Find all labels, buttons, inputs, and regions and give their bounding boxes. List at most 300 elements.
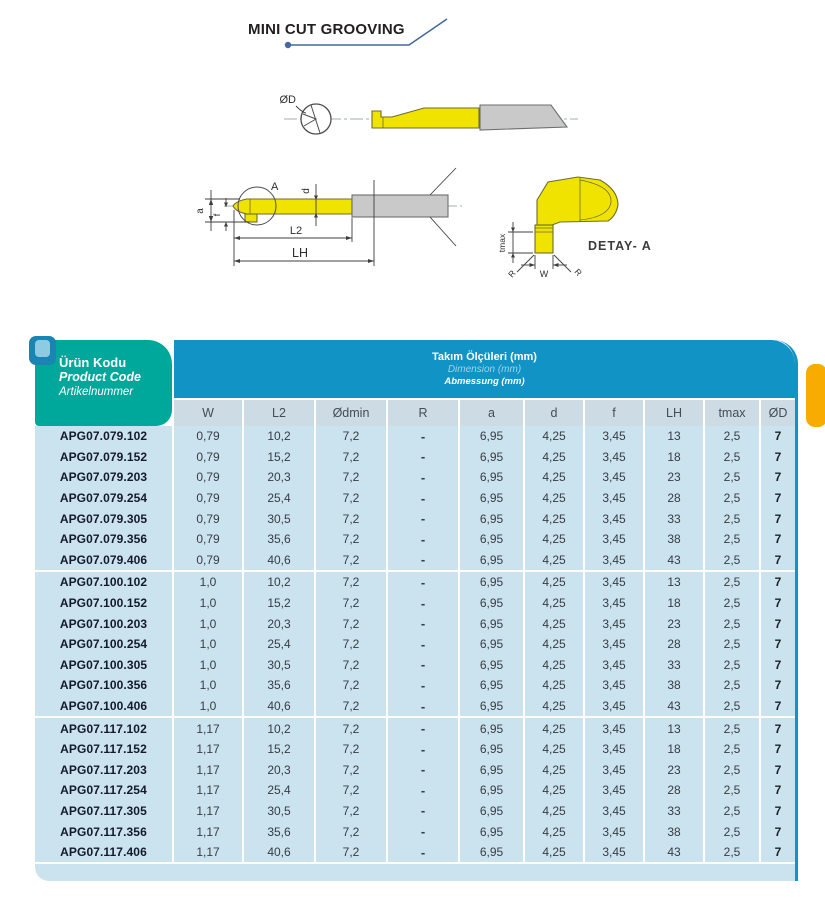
value-cell: 4,25: [525, 718, 583, 739]
value-cell: -: [388, 780, 458, 801]
value-cell: 7: [761, 593, 795, 614]
value-cell: 3,45: [585, 801, 643, 822]
value-cell: 3,45: [585, 739, 643, 760]
value-cell: 7: [761, 447, 795, 468]
table-row: [35, 780, 795, 801]
value-cell: 38: [645, 821, 703, 842]
product-code-cell: APG07.117.305: [35, 801, 172, 822]
table-row: [35, 696, 795, 717]
table-row: [35, 593, 795, 614]
table-row: [35, 488, 795, 509]
value-cell: 1,0: [174, 696, 242, 717]
value-cell: 6,95: [460, 529, 523, 550]
value-cell: 6,95: [460, 634, 523, 655]
value-cell: 1,17: [174, 739, 242, 760]
column-header-w: W: [174, 400, 242, 426]
value-cell: 2,5: [705, 801, 759, 822]
value-cell: 6,95: [460, 780, 523, 801]
value-cell: 3,45: [585, 718, 643, 739]
detail-view-drawing: [497, 177, 652, 279]
value-cell: 6,95: [460, 613, 523, 634]
value-cell: 2,5: [705, 696, 759, 717]
value-cell: -: [388, 634, 458, 655]
value-cell: 35,6: [244, 529, 314, 550]
value-cell: 4,25: [525, 426, 583, 447]
value-cell: 2,5: [705, 675, 759, 696]
tmax-dim-label: tmax: [497, 233, 507, 253]
value-cell: 18: [645, 447, 703, 468]
od-dim-label: ØD: [279, 94, 296, 106]
value-cell: 2,5: [705, 821, 759, 842]
value-cell: 6,95: [460, 739, 523, 760]
tool-body-yellow: [372, 108, 479, 128]
value-cell: 1,17: [174, 801, 242, 822]
product-code-header-en: Product Code: [59, 370, 141, 384]
value-cell: 2,5: [705, 467, 759, 488]
value-cell: 33: [645, 655, 703, 676]
w-dim-label: W: [539, 269, 549, 279]
value-cell: 6,95: [460, 821, 523, 842]
value-cell: 25,4: [244, 634, 314, 655]
value-cell: 3,45: [585, 842, 643, 863]
value-cell: 23: [645, 760, 703, 781]
value-cell: 7,2: [316, 467, 386, 488]
product-code-cell: APG07.117.254: [35, 780, 172, 801]
value-cell: 0,79: [174, 426, 242, 447]
column-header-r: R: [388, 400, 458, 426]
a-dim-label: a: [195, 208, 206, 214]
product-code-cell: APG07.100.203: [35, 613, 172, 634]
value-cell: 1,0: [174, 634, 242, 655]
value-cell: 43: [645, 696, 703, 717]
product-code-header-tr: Ürün Kodu: [59, 355, 127, 370]
value-cell: 2,5: [705, 488, 759, 509]
value-cell: 7,2: [316, 718, 386, 739]
dimensioned-view-drawing: [195, 168, 462, 266]
value-cell: 25,4: [244, 780, 314, 801]
table-group-3: [35, 718, 795, 862]
value-cell: 2,5: [705, 550, 759, 571]
value-cell: -: [388, 613, 458, 634]
value-cell: 4,25: [525, 488, 583, 509]
value-cell: 7,2: [316, 842, 386, 863]
product-code-cell: APG07.079.356: [35, 529, 172, 550]
table-row: [35, 467, 795, 488]
value-cell: -: [388, 593, 458, 614]
technical-drawing: [0, 0, 825, 330]
value-cell: 2,5: [705, 426, 759, 447]
tool-shank-gray: [480, 105, 567, 130]
value-cell: 1,0: [174, 655, 242, 676]
value-cell: 35,6: [244, 821, 314, 842]
value-cell: 1,17: [174, 842, 242, 863]
product-code-cell: APG07.079.254: [35, 488, 172, 509]
value-cell: 2,5: [705, 447, 759, 468]
value-cell: 13: [645, 718, 703, 739]
r-left-dim-label: R: [506, 268, 518, 280]
value-cell: 2,5: [705, 593, 759, 614]
table-body: [35, 426, 795, 862]
value-cell: 6,95: [460, 488, 523, 509]
value-cell: 7,2: [316, 634, 386, 655]
value-cell: 35,6: [244, 675, 314, 696]
value-cell: 2,5: [705, 718, 759, 739]
product-table: [35, 340, 798, 881]
value-cell: 1,0: [174, 593, 242, 614]
table-row: [35, 842, 795, 863]
value-cell: 7: [761, 426, 795, 447]
value-cell: 4,25: [525, 821, 583, 842]
value-cell: 28: [645, 634, 703, 655]
table-row: [35, 529, 795, 550]
value-cell: 7: [761, 696, 795, 717]
value-cell: 3,45: [585, 593, 643, 614]
column-header-ødmin: Ødmin: [316, 400, 386, 426]
value-cell: 7,2: [316, 821, 386, 842]
value-cell: 7,2: [316, 801, 386, 822]
value-cell: 20,3: [244, 467, 314, 488]
value-cell: 20,3: [244, 760, 314, 781]
value-cell: -: [388, 467, 458, 488]
value-cell: 1,0: [174, 572, 242, 593]
product-code-cell: APG07.117.406: [35, 842, 172, 863]
value-cell: 7: [761, 801, 795, 822]
value-cell: 7,2: [316, 529, 386, 550]
value-cell: 18: [645, 739, 703, 760]
value-cell: 15,2: [244, 447, 314, 468]
value-cell: 23: [645, 613, 703, 634]
value-cell: 25,4: [244, 488, 314, 509]
product-code-header-de: Artikelnummer: [59, 386, 134, 398]
value-cell: 4,25: [525, 447, 583, 468]
value-cell: 15,2: [244, 593, 314, 614]
value-cell: 6,95: [460, 467, 523, 488]
value-cell: -: [388, 821, 458, 842]
value-cell: -: [388, 655, 458, 676]
value-cell: 33: [645, 801, 703, 822]
table-row: [35, 821, 795, 842]
value-cell: 10,2: [244, 426, 314, 447]
value-cell: 3,45: [585, 572, 643, 593]
product-code-cell: APG07.117.152: [35, 739, 172, 760]
value-cell: 7: [761, 718, 795, 739]
value-cell: -: [388, 447, 458, 468]
value-cell: 4,25: [525, 572, 583, 593]
value-cell: 0,79: [174, 508, 242, 529]
column-header-f: f: [585, 400, 643, 426]
value-cell: 30,5: [244, 801, 314, 822]
value-cell: 4,25: [525, 696, 583, 717]
value-cell: 7: [761, 842, 795, 863]
value-cell: 2,5: [705, 508, 759, 529]
value-cell: 4,25: [525, 801, 583, 822]
value-cell: 15,2: [244, 739, 314, 760]
value-cell: -: [388, 760, 458, 781]
value-cell: 33: [645, 508, 703, 529]
value-cell: -: [388, 572, 458, 593]
value-cell: 3,45: [585, 508, 643, 529]
value-cell: 7: [761, 634, 795, 655]
table-row: [35, 447, 795, 468]
value-cell: 7: [761, 613, 795, 634]
product-code-cell: APG07.117.203: [35, 760, 172, 781]
product-code-cell: APG07.079.305: [35, 508, 172, 529]
value-cell: 6,95: [460, 801, 523, 822]
value-cell: 3,45: [585, 696, 643, 717]
value-cell: -: [388, 508, 458, 529]
detail-title: DETAY- A: [588, 239, 652, 253]
product-code-cell: APG07.100.406: [35, 696, 172, 717]
value-cell: 7,2: [316, 613, 386, 634]
table-row: [35, 572, 795, 593]
value-cell: -: [388, 842, 458, 863]
table-row: [35, 760, 795, 781]
value-cell: 3,45: [585, 760, 643, 781]
value-cell: -: [388, 696, 458, 717]
table-footer-band: [35, 864, 795, 881]
table-row: [35, 675, 795, 696]
value-cell: 4,25: [525, 550, 583, 571]
table-row: [35, 739, 795, 760]
value-cell: 20,3: [244, 613, 314, 634]
value-cell: 7: [761, 655, 795, 676]
value-cell: 7,2: [316, 447, 386, 468]
value-cell: 6,95: [460, 572, 523, 593]
value-cell: 7,2: [316, 508, 386, 529]
l2-dim-label: L2: [289, 225, 303, 237]
table-row: [35, 655, 795, 676]
value-cell: 28: [645, 780, 703, 801]
value-cell: 1,0: [174, 613, 242, 634]
title-underline: [285, 19, 447, 48]
value-cell: 7: [761, 821, 795, 842]
value-cell: 6,95: [460, 760, 523, 781]
table-row: [35, 634, 795, 655]
column-header-ød: ØD: [761, 400, 795, 426]
value-cell: 0,79: [174, 529, 242, 550]
value-cell: 10,2: [244, 572, 314, 593]
column-header-tmax: tmax: [705, 400, 759, 426]
value-cell: 4,25: [525, 760, 583, 781]
value-cell: 0,79: [174, 550, 242, 571]
product-code-cell: APG07.079.203: [35, 467, 172, 488]
value-cell: -: [388, 675, 458, 696]
product-code-cell: APG07.079.406: [35, 550, 172, 571]
value-cell: 6,95: [460, 718, 523, 739]
value-cell: 1,17: [174, 760, 242, 781]
value-cell: 7: [761, 529, 795, 550]
value-cell: 0,79: [174, 447, 242, 468]
value-cell: 0,79: [174, 488, 242, 509]
value-cell: 3,45: [585, 426, 643, 447]
value-cell: 7,2: [316, 572, 386, 593]
dim-header-de: Abmessung (mm): [444, 375, 525, 387]
table-group-1: [35, 426, 795, 570]
value-cell: 2,5: [705, 634, 759, 655]
value-cell: 4,25: [525, 593, 583, 614]
value-cell: 3,45: [585, 447, 643, 468]
value-cell: 2,5: [705, 655, 759, 676]
table-row: [35, 718, 795, 739]
value-cell: 13: [645, 426, 703, 447]
value-cell: 2,5: [705, 529, 759, 550]
value-cell: 7: [761, 780, 795, 801]
value-cell: 10,2: [244, 718, 314, 739]
page-title: MINI CUT GROOVING: [248, 21, 405, 38]
value-cell: 4,25: [525, 508, 583, 529]
value-cell: 3,45: [585, 780, 643, 801]
product-code-cell: APG07.079.152: [35, 447, 172, 468]
dimension-header-area: [174, 340, 795, 426]
value-cell: 4,25: [525, 842, 583, 863]
value-cell: 28: [645, 488, 703, 509]
value-cell: 4,25: [525, 467, 583, 488]
value-cell: 7,2: [316, 593, 386, 614]
dim-header-tr: Takım Ölçüleri (mm): [432, 350, 537, 363]
value-cell: 6,95: [460, 426, 523, 447]
value-cell: 6,95: [460, 508, 523, 529]
value-cell: 4,25: [525, 739, 583, 760]
value-cell: 3,45: [585, 655, 643, 676]
value-cell: 7: [761, 739, 795, 760]
value-cell: 30,5: [244, 655, 314, 676]
value-cell: 7,2: [316, 550, 386, 571]
value-cell: 2,5: [705, 739, 759, 760]
value-cell: 13: [645, 572, 703, 593]
table-row: [35, 801, 795, 822]
product-code-cell: APG07.079.102: [35, 426, 172, 447]
value-cell: 2,5: [705, 780, 759, 801]
dimension-header-band: [174, 340, 795, 398]
lh-dim-label: LH: [292, 246, 308, 260]
value-cell: 4,25: [525, 613, 583, 634]
bookmark-icon: [29, 336, 56, 365]
detail-ref-label: A: [271, 181, 279, 193]
value-cell: -: [388, 488, 458, 509]
value-cell: 3,45: [585, 550, 643, 571]
value-cell: 7,2: [316, 675, 386, 696]
value-cell: 6,95: [460, 655, 523, 676]
value-cell: 7: [761, 467, 795, 488]
bookmark-icon-inner: [35, 340, 50, 357]
product-code-cell: APG07.100.254: [35, 634, 172, 655]
value-cell: 6,95: [460, 696, 523, 717]
value-cell: 7,2: [316, 739, 386, 760]
value-cell: 23: [645, 467, 703, 488]
table-group-2: [35, 572, 795, 716]
value-cell: 1,0: [174, 675, 242, 696]
value-cell: 6,95: [460, 593, 523, 614]
value-cell: 7,2: [316, 760, 386, 781]
value-cell: 2,5: [705, 572, 759, 593]
value-cell: 4,25: [525, 675, 583, 696]
value-cell: 7: [761, 488, 795, 509]
value-cell: 4,25: [525, 780, 583, 801]
value-cell: 4,25: [525, 529, 583, 550]
value-cell: 4,25: [525, 655, 583, 676]
column-header-row: [174, 400, 795, 426]
value-cell: 2,5: [705, 760, 759, 781]
table-row: [35, 426, 795, 447]
value-cell: 4,25: [525, 634, 583, 655]
value-cell: 3,45: [585, 613, 643, 634]
value-cell: 1,17: [174, 718, 242, 739]
value-cell: -: [388, 718, 458, 739]
value-cell: 2,5: [705, 613, 759, 634]
value-cell: 3,45: [585, 821, 643, 842]
value-cell: 40,6: [244, 550, 314, 571]
table-row: [35, 508, 795, 529]
value-cell: 3,45: [585, 675, 643, 696]
value-cell: 7,2: [316, 426, 386, 447]
value-cell: 7: [761, 508, 795, 529]
column-header-lh: LH: [645, 400, 703, 426]
value-cell: 6,95: [460, 550, 523, 571]
value-cell: 7,2: [316, 655, 386, 676]
value-cell: 38: [645, 529, 703, 550]
value-cell: 3,45: [585, 634, 643, 655]
table-row: [35, 550, 795, 571]
value-cell: 18: [645, 593, 703, 614]
side-view-drawing: [280, 94, 579, 134]
column-header-l2: L2: [244, 400, 314, 426]
product-code-cell: APG07.117.102: [35, 718, 172, 739]
product-code-cell: APG07.100.356: [35, 675, 172, 696]
value-cell: 40,6: [244, 842, 314, 863]
value-cell: 7,2: [316, 780, 386, 801]
product-code-cell: APG07.100.305: [35, 655, 172, 676]
value-cell: 3,45: [585, 467, 643, 488]
page-index-tab[interactable]: [806, 364, 825, 427]
value-cell: 30,5: [244, 508, 314, 529]
r-right-dim-label: R: [572, 266, 585, 278]
value-cell: -: [388, 529, 458, 550]
value-cell: 6,95: [460, 842, 523, 863]
value-cell: 1,17: [174, 780, 242, 801]
value-cell: 43: [645, 842, 703, 863]
value-cell: 7: [761, 572, 795, 593]
value-cell: 3,45: [585, 488, 643, 509]
value-cell: 3,45: [585, 529, 643, 550]
value-cell: 1,17: [174, 821, 242, 842]
product-code-cell: APG07.117.356: [35, 821, 172, 842]
value-cell: 40,6: [244, 696, 314, 717]
column-header-a: a: [460, 400, 523, 426]
value-cell: 6,95: [460, 447, 523, 468]
value-cell: 6,95: [460, 675, 523, 696]
value-cell: -: [388, 426, 458, 447]
f-dim-label: f: [212, 213, 222, 217]
dim-header-en: Dimension (mm): [447, 363, 522, 375]
value-cell: 43: [645, 550, 703, 571]
value-cell: 7: [761, 760, 795, 781]
table-row: [35, 613, 795, 634]
column-header-d: d: [525, 400, 583, 426]
value-cell: 7,2: [316, 696, 386, 717]
value-cell: -: [388, 801, 458, 822]
value-cell: -: [388, 550, 458, 571]
value-cell: -: [388, 739, 458, 760]
value-cell: 2,5: [705, 842, 759, 863]
value-cell: 38: [645, 675, 703, 696]
value-cell: 7,2: [316, 488, 386, 509]
value-cell: 7: [761, 675, 795, 696]
value-cell: 7: [761, 550, 795, 571]
value-cell: 0,79: [174, 467, 242, 488]
product-code-cell: APG07.100.152: [35, 593, 172, 614]
d-dim-label: d: [301, 188, 312, 194]
product-code-cell: APG07.100.102: [35, 572, 172, 593]
